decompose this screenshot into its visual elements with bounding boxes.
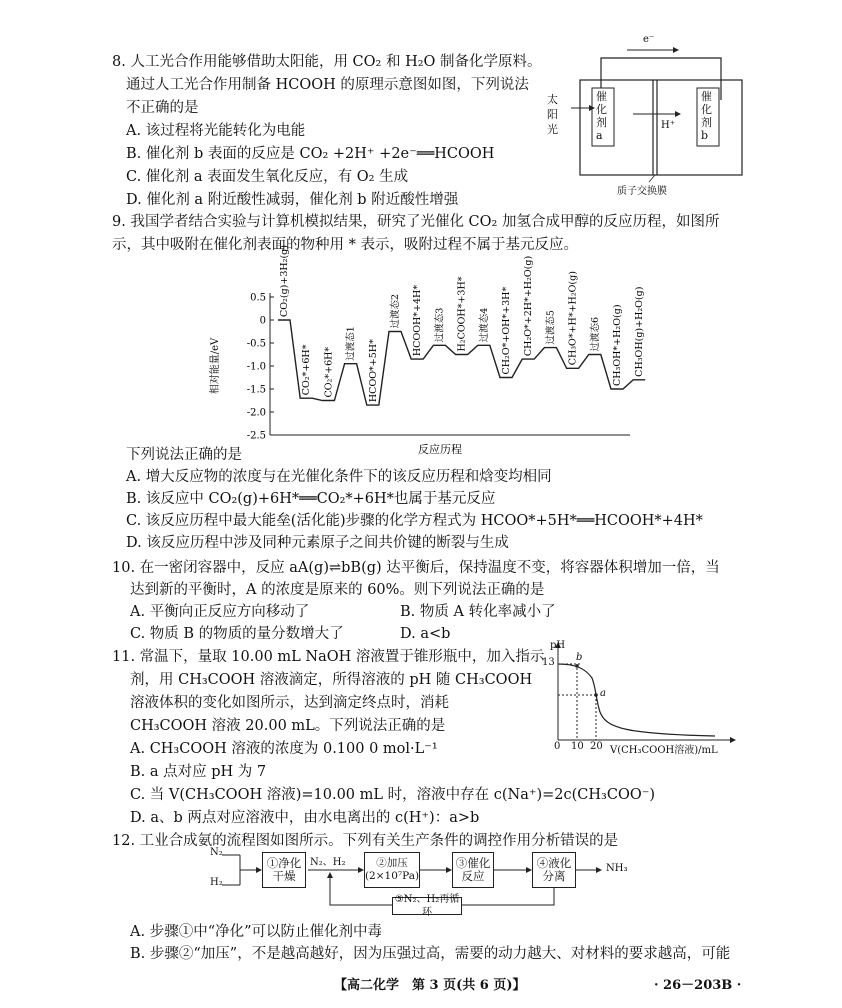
q8-option-b: B. 催化剂 b 表面的反应是 CO₂ +2H⁺ +2e⁻══HCOOH [126, 146, 495, 162]
q11-option-a: A. CH₃COOH 溶液的浓度为 0.100 0 mol·L⁻¹ [130, 741, 438, 757]
q9-question: 下列说法正确的是 [126, 447, 242, 463]
state-label: CH₃OH*+H₂O(g) [612, 304, 623, 386]
q8-cell-diagram [545, 34, 750, 197]
state-label: 过渡态2 [390, 293, 401, 329]
q11-ph13-label: 13 [542, 657, 555, 668]
q8-stem-line2: 通过人工光合作用制备 HCOOH 的原理示意图如图，下列说法 [126, 77, 529, 93]
q8-electron-label: e⁻ [643, 34, 655, 45]
q8-sunlight-label: 太阳光 [547, 93, 558, 136]
q8-catalyst-b-label: 催化剂b [701, 90, 712, 142]
q12-flowchart [200, 847, 660, 920]
state-label: CH₂O*+OH*+3H* [501, 286, 512, 375]
state-label: CO₂*+6H* [301, 344, 313, 396]
state-label: CH₂O*+2H*+H₂O(g) [523, 255, 535, 357]
q11-x-axis-label: V(CH₃COOH溶液)/mL [610, 745, 718, 756]
y-tick-label: -2.0 [246, 407, 266, 419]
q11-stem-line3: 溶液体积的变化如图所示，达到滴定终点时，消耗 [130, 695, 449, 711]
state-label: 过渡态3 [434, 307, 446, 343]
point-a [594, 693, 598, 697]
q11-option-d: D. a、b 两点对应溶液中，由水电离出的 c(H⁺)：a>b [130, 810, 480, 826]
q11-ph-label: pH [550, 640, 566, 651]
q8-option-d: D. 催化剂 a 附近酸性减弱，催化剂 b 附近酸性增强 [126, 192, 459, 208]
q11-x20-label: 20 [590, 741, 603, 752]
y-tick-label: -0.5 [246, 338, 266, 350]
q11-point-b-label: b [576, 652, 583, 663]
q10-option-b: B. 物质 A 转化率减小了 [400, 604, 556, 620]
q9-stem-line1: 9. 我国学者结合实验与计算机模拟结果，研究了光催化 CO₂ 加氢合成甲醇的反应历程，如图所 [112, 214, 720, 230]
q10-stem-line1: 10. 在一密闭容器中，反应 aA(g)⇌bB(g) 达平衡后，保持温度不变，将容器体积增加一倍，当 [112, 560, 720, 576]
flow-mix-label: N₂、H₂ [310, 857, 346, 868]
state-label: CO₂*+6H* [323, 346, 335, 398]
state-label: 过渡态4 [478, 307, 490, 343]
state-label: 过渡态1 [345, 326, 357, 361]
q9-option-a: A. 增大反应物的浓度与在光催化条件下的该反应历程和焓变均相同 [126, 469, 552, 485]
q9-energy-chart [200, 245, 646, 456]
flow-step1-purify: ①净化干燥 [262, 852, 306, 888]
q9-stem-line2: 示，其中吸附在催化剂表面的物种用 * 表示，吸附过程不属于基元反应。 [112, 237, 578, 253]
titration-curve-svg [540, 640, 740, 755]
q10-stem-line2: 达到新的平衡时，A 的浓度是原来的 60%。则下列说法正确的是 [130, 582, 545, 598]
y-tick-label: 0 [259, 315, 266, 327]
point-b [575, 664, 579, 668]
q11-option-b: B. a 点对应 pH 为 7 [130, 764, 267, 780]
flow-step4-liquefy: ④液化分离 [532, 852, 576, 888]
energy-profile-svg [200, 245, 646, 456]
flow-step5-recycle: ⑤N₂、H₂再循环 [392, 897, 462, 915]
flow-n2-label: N₂ [210, 847, 223, 858]
titration-curve [558, 664, 715, 736]
q8-membrane-label: 质子交换膜 [617, 186, 667, 197]
y-tick-label: -1.0 [246, 361, 266, 373]
q8-cell-svg [545, 40, 750, 190]
q9-option-c: C. 该反应历程中最大能垒(活化能)步骤的化学方程式为 HCOO*+5H*══HCOOH*+4H* [126, 513, 703, 529]
flow-step3-catalysis: ③催化反应 [452, 852, 494, 888]
state-label: CH₃O*+H*+H₂O(g) [567, 271, 579, 366]
q8-stem-line3: 不正确的是 [126, 100, 199, 116]
q11-option-c: C. 当 V(CH₃COOH 溶液)=10.00 mL 时，溶液中存在 c(Na⁺)=2c(CH₃COO⁻) [130, 787, 656, 803]
state-label: CH₃OH(g)+H₂O(g) [634, 286, 646, 377]
q8-stem-line1: 8. 人工光合作用能够借助太阳能，用 CO₂ 和 H₂O 制备化学原料。 [112, 54, 542, 70]
flow-h2-label: H₂ [210, 877, 223, 888]
y-tick-label: -1.5 [246, 384, 266, 396]
q12-option-b: B. 步骤②“加压”，不是越高越好，因为压强过高，需要的动力越大、对材料的要求越高，可能 [130, 946, 731, 962]
q11-titration-chart [540, 640, 740, 755]
q11-stem-line4: CH₃COOH 溶液 20.00 mL。下列说法正确的是 [130, 718, 446, 734]
q9-option-d: D. 该反应历程中涉及同种元素原子之间共价键的断裂与生成 [126, 535, 509, 551]
y-tick-label: 0.5 [250, 292, 266, 304]
q8-catalyst-a-label: 催化剂a [596, 90, 607, 142]
q8-option-c: C. 催化剂 a 表面发生氧化反应，有 O₂ 生成 [126, 169, 409, 185]
q9-option-b: B. 该反应中 CO₂(g)+6H*══CO₂*+6H*也属于基元反应 [126, 491, 496, 507]
y-axis-label: 相对能量/eV [210, 337, 221, 395]
state-label: HCOO*+5H* [367, 339, 379, 403]
page-footer-center: 【高二化学 第 3 页(共 6 页)】 [334, 978, 526, 993]
flow-step2-compress: ②加压(2×10⁷Pa) [364, 852, 420, 888]
y-tick-label: -2.5 [246, 430, 266, 442]
state-label: HCOOH*+4H* [412, 284, 424, 357]
q12-option-a: A. 步骤①中“净化”可以防止催化剂中毒 [130, 924, 383, 940]
q11-point-a-label: a [600, 688, 606, 699]
q10-option-d: D. a<b [400, 626, 451, 642]
q11-stem-line2: 剂，用 CH₃COOH 溶液滴定，所得溶液的 pH 随 CH₃COOH [130, 672, 533, 688]
page-footer-code: · 26－203B · [654, 978, 742, 993]
state-label: 过渡态6 [589, 316, 601, 352]
q10-option-a: A. 平衡向正反应方向移动了 [130, 604, 310, 620]
q12-stem: 12. 工业合成氨的流程图如图所示。下列有关生产条件的调控作用分析错误的是 [112, 833, 619, 849]
q8-hplus-label: H⁺ [661, 120, 675, 131]
q10-option-c: C. 物质 B 的物质的量分数增大了 [130, 626, 344, 642]
state-label: CO₂(g)+3H₂(g) [279, 245, 290, 317]
q11-x10-label: 10 [571, 741, 584, 752]
flow-nh3-label: NH₃ [606, 863, 628, 874]
q8-option-a: A. 该过程将光能转化为电能 [126, 123, 306, 139]
q11-x0-label: 0 [554, 741, 561, 752]
state-label: H₂COOH*+3H* [456, 276, 468, 352]
x-axis-label: 反应历程 [418, 443, 462, 456]
state-label: 过渡态5 [545, 310, 557, 345]
q11-stem-line1: 11. 常温下，量取 10.00 mL NaOH 溶液置于锥形瓶中，加入指示 [112, 649, 545, 665]
